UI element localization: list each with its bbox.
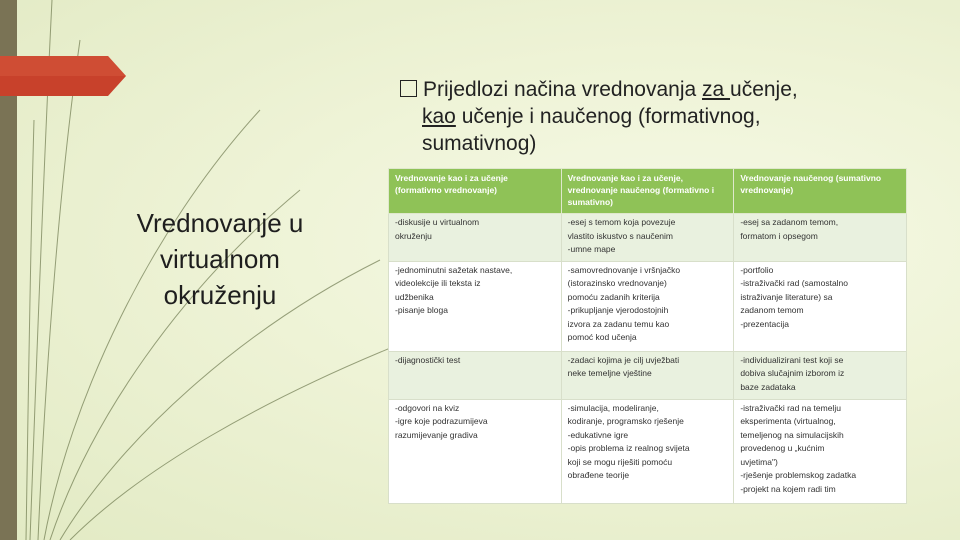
header-line: (formativno vrednovanje): [395, 185, 498, 195]
table-cell: [561, 261, 734, 351]
cell-line: -istraživački rad (samostalno: [740, 278, 849, 289]
cell-line: okruženju: [395, 230, 432, 241]
table-cell: [561, 214, 734, 262]
title-part-5: učenje i naučenog (formativnog,: [455, 105, 761, 128]
evaluation-table-image: [388, 168, 907, 504]
table-cell: [734, 399, 907, 503]
title-part-6: sumativnog): [422, 132, 537, 155]
cell-line: pomoć kod učenja: [567, 332, 637, 343]
header-line: vrednovanje naučenog: [567, 185, 661, 195]
table-cell: [561, 351, 734, 399]
table-row: [389, 214, 907, 262]
cell-line: -opis problema iz realnog svijeta: [567, 443, 690, 454]
cell-line: vlastito iskustvo s naučenim: [567, 230, 674, 241]
title-part-2: za: [702, 78, 731, 101]
header-line: Vrednovanje kao i za učenje: [395, 173, 508, 183]
left-heading-line: virtualnom: [160, 244, 280, 274]
cell-line: pomoću zadanih kriterija: [567, 291, 660, 302]
table-cell: [734, 261, 907, 351]
evaluation-table: [388, 168, 907, 504]
cell-line: uvjetima"): [740, 456, 778, 467]
cell-line: videolekcije ili teksta iz: [395, 278, 481, 289]
table-cell: [734, 351, 907, 399]
table-cell: [561, 399, 734, 503]
cell-line: -jednominutni sažetak nastave,: [395, 264, 513, 275]
cell-line: -zadaci kojima je cilj uvježbati: [567, 354, 680, 365]
cell-line: -individualizirani test koji se: [740, 354, 844, 365]
cell-line: istraživanje literature) sa: [740, 291, 833, 302]
cell-line: (istorazinsko vrednovanje): [567, 278, 667, 289]
cell-line: -samovrednovanje i vršnjačko: [567, 264, 681, 275]
cell-line: -dijagnostički test: [395, 354, 461, 365]
cell-line: -odgovori na kviz: [395, 402, 460, 413]
cell-line: neke temeljne vještine: [567, 368, 652, 379]
cell-line: -esej sa zadanom temom,: [740, 217, 839, 227]
cell-line: eksperimenta (virtualnog,: [740, 416, 836, 427]
table-cell: [389, 399, 562, 503]
cell-line: kodiranje, programsko rješenje: [567, 416, 684, 427]
title-part-4: kao: [422, 105, 456, 128]
cell-line: izvora za zadanu temu kao: [567, 318, 670, 329]
header-line: (sumativno vrednovanje): [740, 173, 882, 195]
cell-line: -umne mape: [567, 244, 616, 254]
cell-line: formatom i opsegom: [740, 230, 818, 241]
header-line: Vrednovanje naučenog: [740, 173, 834, 183]
cell-line: -esej s temom koja povezuje: [567, 217, 676, 227]
header-cell: [389, 169, 562, 214]
cell-line: -projekt na kojem radi tim: [740, 483, 836, 494]
checkbox-bullet-icon: [400, 80, 417, 97]
table-row: [389, 261, 907, 351]
cell-line: baze zadataka: [740, 381, 796, 392]
cell-line: razumijevanje gradiva: [395, 429, 478, 440]
cell-line: dobiva slučajnim izborom iz: [740, 368, 845, 379]
table-header-row: [389, 169, 907, 214]
left-heading-line: Vrednovanje u: [136, 208, 304, 238]
cell-line: -rješenje problemskog zadatka: [740, 470, 857, 481]
table-cell: [389, 351, 562, 399]
cell-line: -igre koje podrazumijeva: [395, 416, 488, 427]
cell-line: -istraživački rad na temelju: [740, 402, 841, 413]
table-cell: [389, 261, 562, 351]
cell-line: -pisanje bloga: [395, 305, 448, 316]
header-line: (formativno i sumativno): [567, 185, 715, 207]
header-line: Vrednovanje kao i za učenje,: [567, 173, 683, 183]
cell-line: provedenog u „kućnim: [740, 443, 825, 454]
table-cell: [734, 214, 907, 262]
left-heading: [90, 205, 350, 313]
table-cell: [389, 214, 562, 262]
cell-line: obrađene teorije: [567, 470, 630, 481]
cell-line: -edukativne igre: [567, 429, 629, 440]
cell-line: koji se mogu riješiti pomoću: [567, 456, 673, 467]
header-cell: [734, 169, 907, 214]
header-cell: [561, 169, 734, 214]
title-part-3: učenje,: [730, 78, 798, 101]
slide-title: [400, 76, 920, 157]
cell-line: udžbenika: [395, 291, 434, 302]
cell-line: -prikupljanje vjerodostojnih: [567, 305, 669, 316]
left-heading-line: okruženju: [163, 280, 277, 310]
cell-line: -diskusije u virtualnom: [395, 217, 480, 227]
cell-line: zadanom temom: [740, 305, 804, 316]
cell-line: -prezentacija: [740, 318, 789, 329]
table-row: [389, 399, 907, 503]
cell-line: -simulacija, modeliranje,: [567, 402, 659, 413]
title-part-1: Prijedlozi načina vrednovanja: [423, 78, 702, 101]
cell-line: temeljenog na simulacijskih: [740, 429, 844, 440]
cell-line: -portfolio: [740, 264, 774, 275]
table-row: [389, 351, 907, 399]
